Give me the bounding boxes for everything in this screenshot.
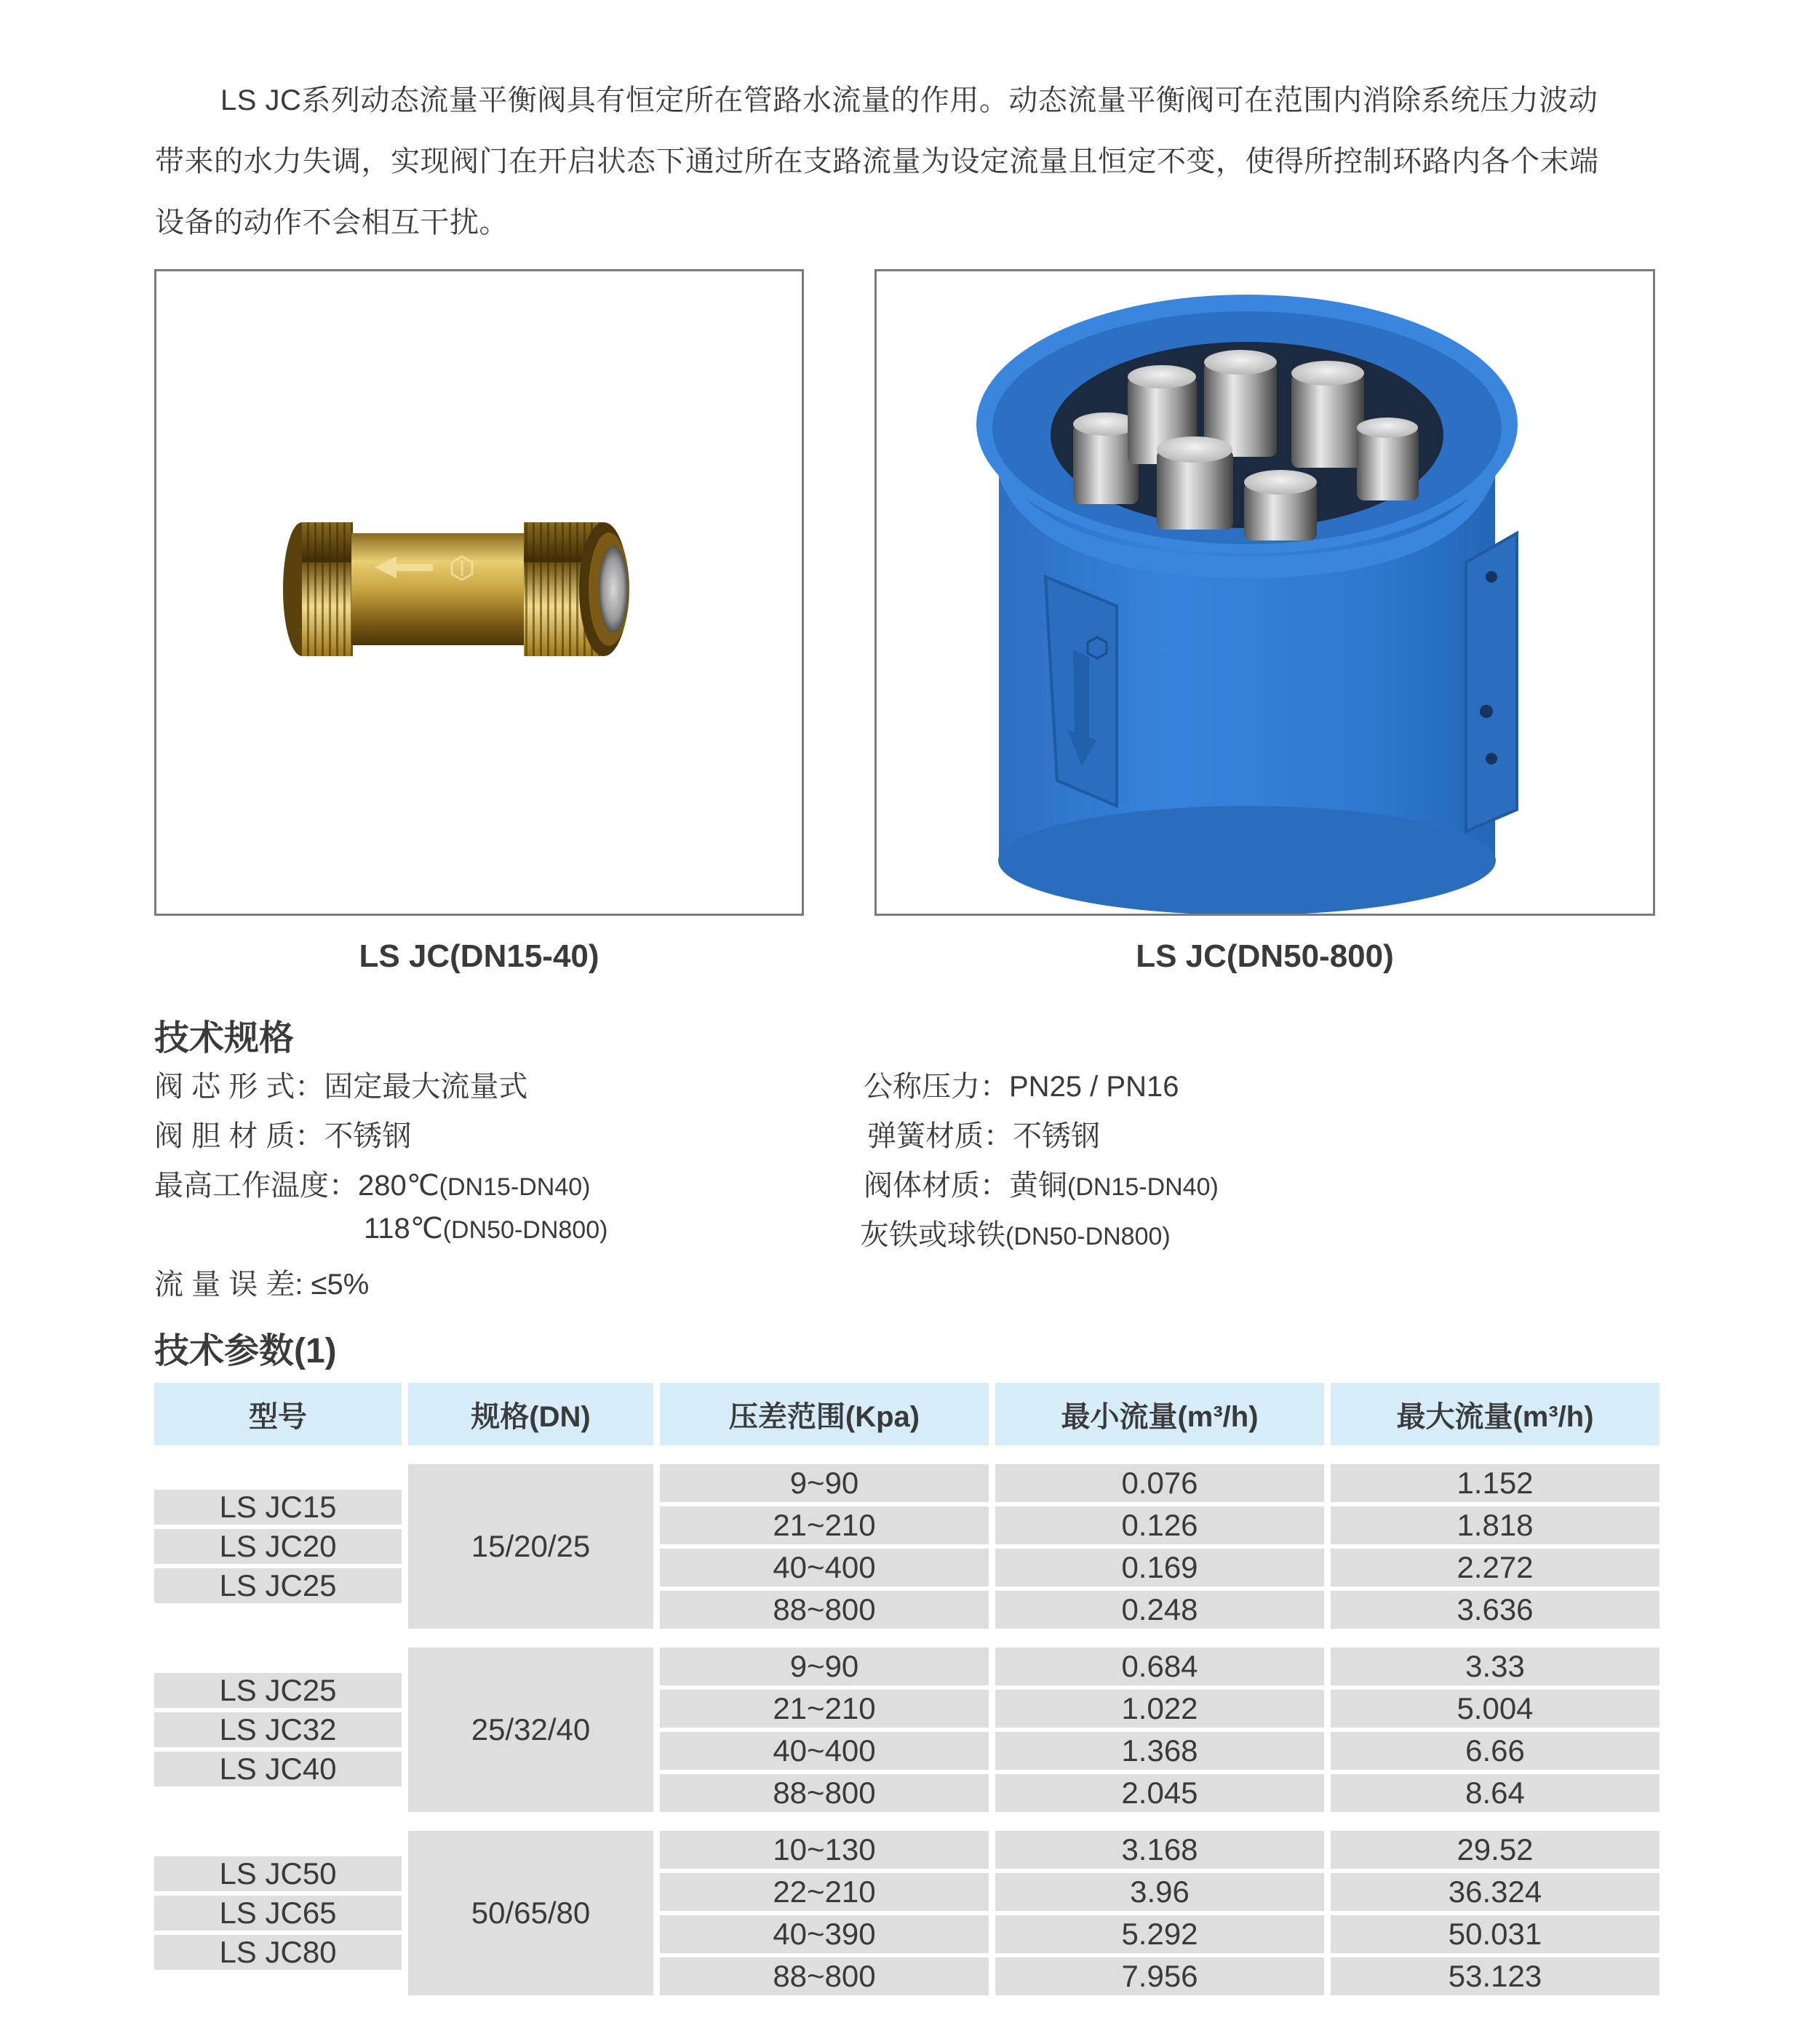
spec-max-temp-note: (DN15-DN40) <box>439 1173 591 1201</box>
model-name: LS JC32 <box>154 1712 402 1747</box>
pressure-range-cell: 40~390 <box>660 1915 989 1953</box>
pressure-range-cell: 21~210 <box>660 1506 989 1544</box>
max-flow-cell: 2.272 <box>1331 1549 1659 1586</box>
model-name: LS JC25 <box>154 1673 402 1708</box>
model-cell <box>154 1831 402 1995</box>
caption-large-valve: LS JC(DN50-800) <box>1136 938 1394 974</box>
max-flow-cell: 1.818 <box>1331 1506 1659 1544</box>
intro-line-1: LS JC系列动态流量平衡阀具有恒定所在管路水流量的作用。动态流量平衡阀可在范围内消除系统压力波动 <box>220 84 1598 116</box>
dn-cell: 25/32/40 <box>408 1648 653 1812</box>
intro-line-2: 带来的水力失调，实现阀门在开启状态下通过所在支路流量为设定流量且恒定不变，使得所控制环路内各个末端 <box>155 145 1599 177</box>
model-name: LS JC15 <box>154 1490 402 1525</box>
brass-valve-illustration <box>156 271 802 914</box>
min-flow-cell: 1.022 <box>995 1690 1324 1728</box>
caption-small-valve: LS JC(DN15-40) <box>359 938 599 974</box>
intro-line-3: 设备的动作不会相互干扰。 <box>155 207 509 239</box>
spec-spring-material: 弹簧材质：不锈钢 <box>867 1120 1100 1152</box>
params-header-row <box>154 1383 1659 1445</box>
max-flow-cell: 3.33 <box>1331 1648 1659 1685</box>
min-flow-cell: 0.169 <box>995 1549 1324 1586</box>
model-name: LS JC65 <box>154 1896 402 1931</box>
spec-body-material-2 <box>860 1212 1171 1253</box>
spec-body-material <box>864 1162 1219 1204</box>
max-flow-cell: 8.64 <box>1331 1774 1659 1812</box>
spec-core-form: 阀 芯 形 式：固定最大流量式 <box>154 1071 528 1103</box>
max-flow-cell: 50.031 <box>1331 1915 1659 1953</box>
spec-max-temp-2 <box>364 1212 607 1245</box>
params-table <box>148 1378 1666 2000</box>
min-flow-cell: 1.368 <box>995 1732 1324 1770</box>
model-name: LS JC20 <box>154 1529 402 1564</box>
header-max-flow: 最大流量(m³/h) <box>1331 1383 1659 1445</box>
product-image-large-valve <box>874 269 1655 916</box>
min-flow-cell: 7.956 <box>995 1957 1324 1995</box>
pressure-range-cell: 9~90 <box>660 1648 989 1685</box>
params-body <box>154 1450 1659 1995</box>
min-flow-cell: 3.96 <box>995 1873 1324 1911</box>
model-cell <box>154 1648 402 1812</box>
blue-valve-illustration <box>877 271 1653 914</box>
min-flow-cell: 2.045 <box>995 1774 1324 1812</box>
dn-cell: 50/65/80 <box>408 1831 653 1995</box>
model-name: LS JC40 <box>154 1752 402 1786</box>
header-min-flow: 最小流量(m³/h) <box>995 1383 1324 1445</box>
dn-cell: 15/20/25 <box>408 1464 653 1629</box>
table-row <box>154 1831 1659 1869</box>
header-model: 型号 <box>154 1383 402 1445</box>
max-flow-cell: 5.004 <box>1331 1690 1659 1728</box>
spec-body-material2-value: 灰铁或球铁 <box>860 1219 1005 1251</box>
table-row <box>154 1648 1659 1685</box>
spec-body-material-note: (DN15-DN40) <box>1067 1173 1219 1201</box>
pressure-range-cell: 88~800 <box>660 1957 989 1995</box>
min-flow-cell: 0.248 <box>995 1591 1324 1629</box>
max-flow-cell: 1.152 <box>1331 1464 1659 1502</box>
max-flow-cell: 3.636 <box>1331 1591 1659 1629</box>
spec-body-material-label: 阀体材质：黄铜 <box>864 1170 1067 1202</box>
spec-nominal-pressure: 公称压力：PN25 / PN16 <box>864 1071 1179 1103</box>
max-flow-cell: 36.324 <box>1331 1873 1659 1911</box>
intro-paragraph <box>155 70 1657 253</box>
max-flow-cell: 29.52 <box>1331 1831 1659 1869</box>
spec-liner-material: 阀 胆 材 质：不锈钢 <box>154 1120 412 1152</box>
model-cell <box>154 1464 402 1629</box>
param-section-title: 技术参数(1) <box>154 1332 337 1370</box>
spec-max-temp2-note: (DN50-DN800) <box>442 1216 608 1244</box>
pressure-range-cell: 88~800 <box>660 1591 989 1629</box>
pressure-range-cell: 22~210 <box>660 1873 989 1911</box>
min-flow-cell: 0.684 <box>995 1648 1324 1685</box>
model-name: LS JC80 <box>154 1935 402 1970</box>
spec-max-temp <box>154 1162 591 1204</box>
pressure-range-cell: 10~130 <box>660 1831 989 1869</box>
max-flow-cell: 53.123 <box>1331 1957 1659 1995</box>
spec-body-material2-note: (DN50-DN800) <box>1005 1223 1171 1250</box>
spec-max-temp-label: 最高工作温度：280℃ <box>154 1170 439 1202</box>
pressure-range-cell: 21~210 <box>660 1690 989 1728</box>
pressure-range-cell: 88~800 <box>660 1774 989 1812</box>
min-flow-cell: 0.126 <box>995 1506 1324 1544</box>
model-name: LS JC25 <box>154 1568 402 1603</box>
pressure-range-cell: 40~400 <box>660 1549 989 1586</box>
header-dn: 规格(DN) <box>408 1383 653 1445</box>
product-image-small-valve <box>154 269 804 916</box>
min-flow-cell: 0.076 <box>995 1464 1324 1502</box>
min-flow-cell: 5.292 <box>995 1915 1324 1953</box>
pressure-range-cell: 9~90 <box>660 1464 989 1502</box>
max-flow-cell: 6.66 <box>1331 1732 1659 1770</box>
min-flow-cell: 3.168 <box>995 1831 1324 1869</box>
spec-max-temp2-value: 118℃ <box>364 1213 443 1245</box>
table-row <box>154 1464 1659 1502</box>
pressure-range-cell: 40~400 <box>660 1732 989 1770</box>
spec-section-title: 技术规格 <box>154 1019 295 1058</box>
spec-flow-error: 流 量 误 差: ≤5% <box>154 1269 370 1301</box>
model-name: LS JC50 <box>154 1856 402 1891</box>
header-pressure-range: 压差范围(Kpa) <box>660 1383 989 1445</box>
